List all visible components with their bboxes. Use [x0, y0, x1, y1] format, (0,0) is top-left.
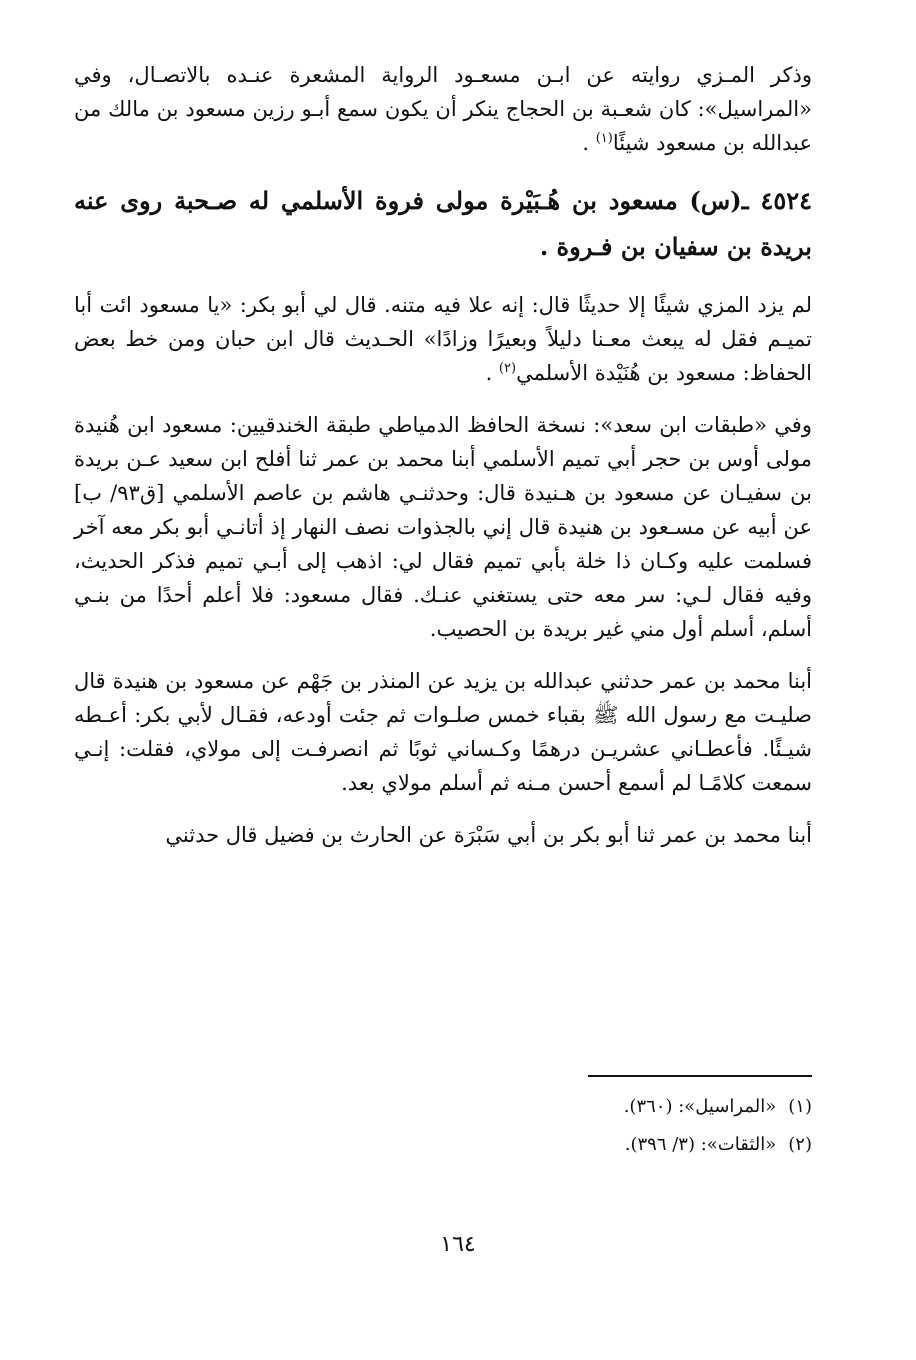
paragraph-1: [74, 58, 812, 160]
paragraph-2-end: .: [485, 361, 499, 385]
entry-heading: ٤٥٢٤ ـ(س) مسعود بن هُـبَيْرة مولى فروة الأسلمي له صـحبة روى عنه بريدة بن سفيان بن فـروة .: [74, 186, 812, 261]
paragraph-5: أبنا محمد بن عمر ثنا أبو بكر بن أبي سَبْرَة عن الحارث بن فضيل قال حدثني: [165, 823, 812, 847]
footnote-1: [74, 1088, 812, 1126]
footnote-2-number: (٢): [788, 1134, 812, 1155]
footnote-1-number: (١): [788, 1096, 812, 1117]
page-number: ١٦٤: [440, 1232, 476, 1257]
footnote-ref-2[interactable]: (٢): [498, 361, 517, 376]
footnote-1-text: «المراسيل»: (٣٦٠).: [623, 1096, 777, 1117]
paragraph-4: أبنا محمد بن عمر حدثني عبدالله بن يزيد عن المنذر بن جَهْم عن مسعود بن هنيدة قال صليـت مع رسول الله ﷺ بقباء خمس صلـوات ثم جئت أودعه، فقـال لأبي بكر: أعـطه شيـئًا. فأعطـاني عشريـن درهمًا وكـساني ثوبًا ثم انصرفـت إلى مولاي، فقلت: إنـي سمعت كلامًـا لم أسمع أحسن مـنه ثم أسلم مولاي بعد.: [74, 669, 812, 795]
paragraph-1-text: وذكر المـزي روايته عن ابـن مسعـود الرواية المشعرة عنـده بالاتصـال، وفي «المراسيل»: كان شعـبة بن الحجاج ينكر أن يكون سمع أبـو رزين مسعود بن مالك من عبدالله بن مسعود شيئًا: [74, 63, 812, 155]
footnote-2: [74, 1126, 812, 1164]
paragraph-2: [74, 288, 812, 390]
paragraph-1-end: .: [582, 131, 596, 155]
footnote-divider: [588, 1075, 812, 1077]
page-body: [74, 58, 812, 852]
paragraph-2-text: لم يزد المزي شيئًا إلا حديثًا قال: إنه علا فيه متنه. قال لي أبو بكر: «يا مسعود ائت أبا تميـم فقل له يبعث معـنا دليلاً وبعيرًا وزادًا» الحـديث قال ابن حبان ومن خط بعض الحفاظ: مسعود بن هُنَيْدة الأسلمي: [74, 293, 812, 385]
footnote-2-text: «الثقات»: (٣/ ٣٩٦).: [624, 1134, 777, 1155]
footnotes: [74, 1088, 812, 1164]
paragraph-3: وفي «طبقات ابن سعد»: نسخة الحافظ الدمياطي طبقة الخندقيين: مسعود ابن هُنيدة مولى أوس بن حجر أبي تميم الأسلمي أبنا محمد بن عمر ثنا أفلح ابن سعيد عـن بريدة بن سفيـان عن مسعود بن هـنيدة قال: وحدثنـي هاشم بن عاصم الأسلمي [ق٩٣/ ب] عن أبيه عن مسـعود بن هنيدة قال إني بالجذوات نصف النهار إذ أتانـي أبو بكر معه آخر فسلمت عليه وكـان ذا خلة بأبي تميم فقال لي: اذهب إلى أبـي تميم فذكر الحديث، وفيه فقال لـي: سر معه حتى يستغني عنـك. فقال مسعود: فلا أعلم أحدًا من بنـي أسلم، أسلم أول مني غير بريدة بن الحصيب.: [74, 413, 813, 641]
footnote-ref-1[interactable]: (١): [595, 131, 613, 146]
